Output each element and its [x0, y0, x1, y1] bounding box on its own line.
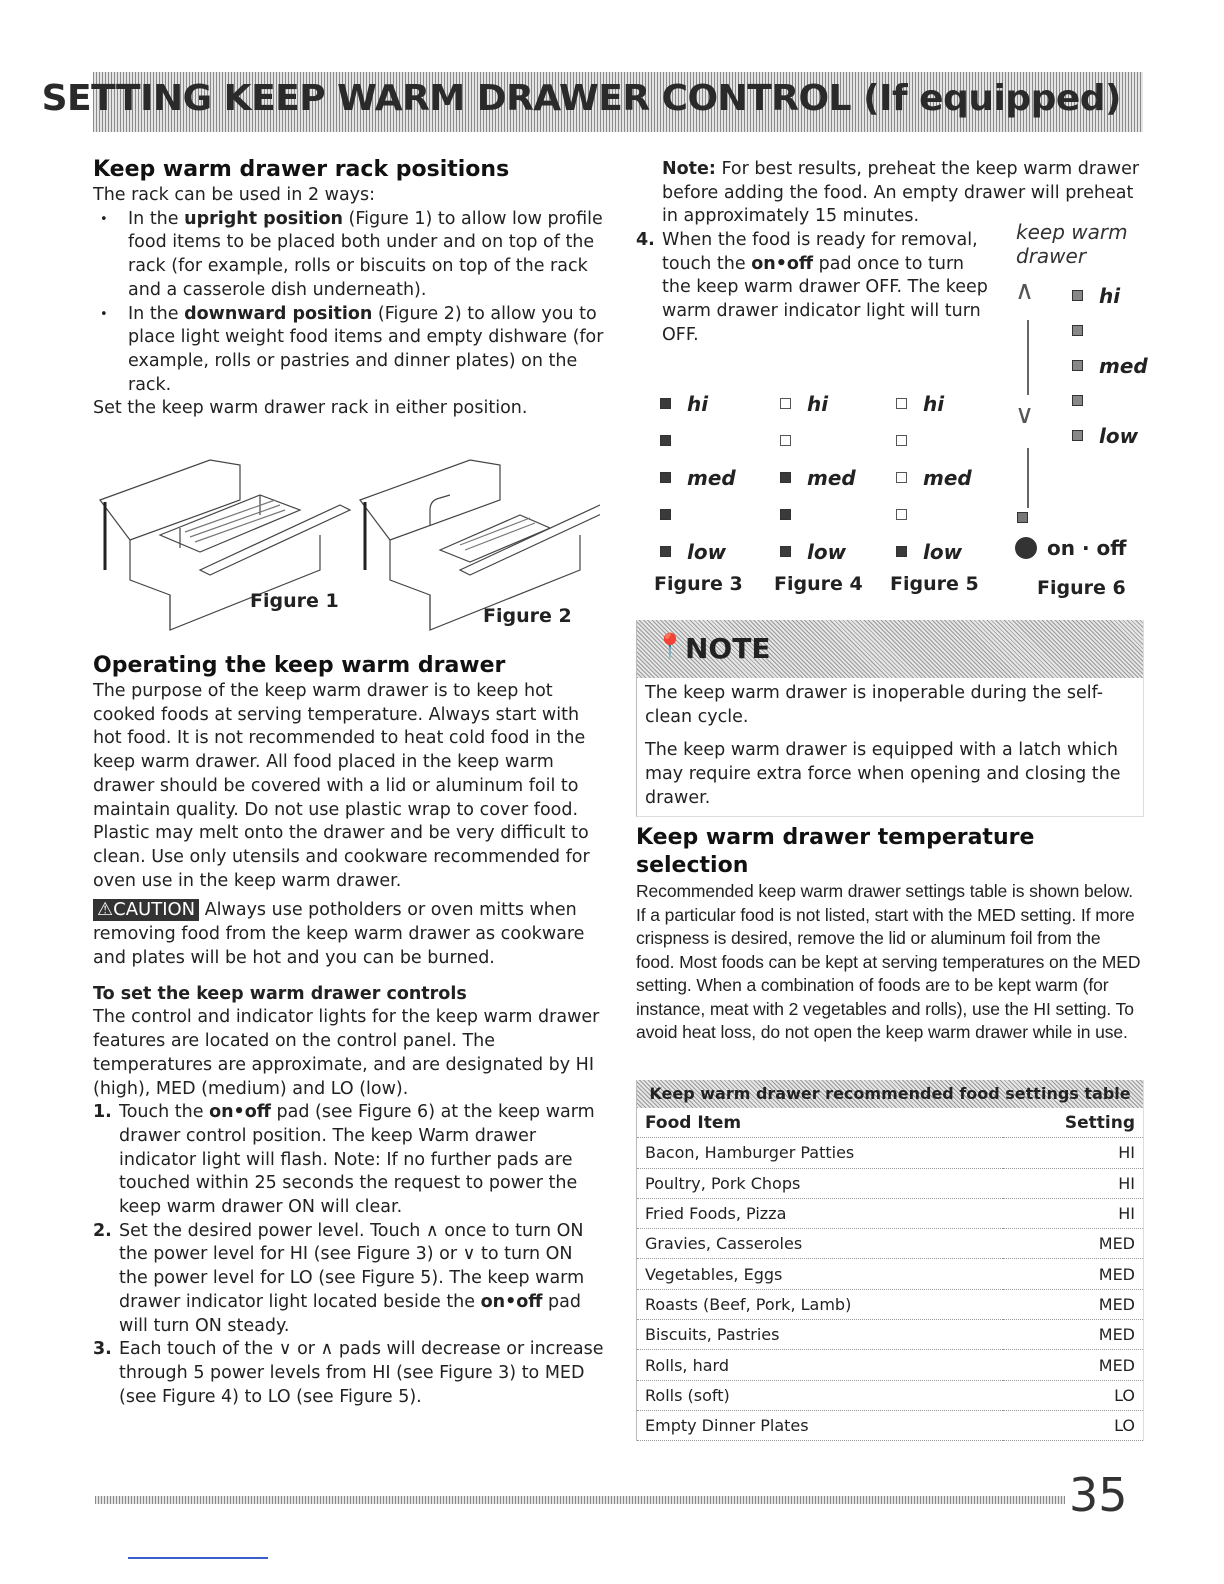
caution-text: Always use potholders or oven mitts when removing food from the keep warm drawer as cookware and plates will be hot and you can be burned. — [93, 900, 585, 968]
table-row — [637, 1289, 1143, 1319]
rack-intro: The rack can be used in 2 ways: — [93, 185, 376, 205]
divider-line — [1027, 320, 1029, 395]
food-cell: Roasts (Beef, Pork, Lamb) — [637, 1289, 1003, 1319]
table-row — [637, 1198, 1143, 1228]
step-1 — [93, 1101, 605, 1220]
level-row — [774, 385, 884, 422]
table-title: Keep warm drawer recommended food settings table — [637, 1080, 1143, 1108]
level-label: hi — [687, 391, 709, 416]
level-row — [774, 496, 884, 533]
operating-heading: Operating the keep warm drawer — [93, 653, 506, 678]
setting-cell: HI — [1003, 1198, 1143, 1228]
settings-table-wrapper — [636, 1080, 1144, 1441]
text: Set the desired power level. Touch ∧ once to turn ON the power level for HI (see Figure 3) or ∨ to turn ON the power level for LO (see Figure 5). The keep warm drawer indicator light located beside the — [119, 1220, 585, 1312]
temperature-heading: Keep warm drawer temperature selection — [636, 825, 1035, 878]
note-text-2: The keep warm drawer is equipped with a latch which may require extra force when opening and closing the drawer. — [645, 740, 1121, 808]
level-indicator — [780, 509, 791, 520]
pushpin-icon: 📍 — [655, 632, 685, 660]
level-row — [890, 459, 1000, 496]
column-header-setting: Setting — [1003, 1108, 1143, 1138]
level-label: low — [807, 539, 847, 564]
level-row — [654, 496, 764, 533]
rack-options — [93, 208, 605, 398]
table-row — [637, 1410, 1143, 1440]
step-2 — [93, 1220, 605, 1339]
on-off-label: on · off — [1047, 536, 1127, 560]
level-row — [654, 385, 764, 422]
level-indicator — [780, 435, 791, 446]
page-title: SETTING KEEP WARM DRAWER CONTROL (If equipped) — [41, 78, 1121, 119]
level-indicator — [780, 398, 791, 409]
level-row — [654, 459, 764, 496]
step-number: 3. — [93, 1339, 112, 1360]
rack-outro: Set the keep warm drawer rack in either position. — [93, 398, 528, 419]
level-indicator — [780, 546, 791, 557]
level-indicator — [780, 472, 791, 483]
figure-4 — [774, 385, 884, 595]
figure-2-label: Figure 2 — [483, 605, 572, 627]
level-row — [774, 422, 884, 459]
on-off-pad[interactable] — [1015, 536, 1126, 560]
rack-heading: Keep warm drawer rack positions — [93, 157, 510, 182]
text: (Figure 2) to allow you to place light weight food items and empty dishware (for example, rolls or pastries and dinner plates) on the rack. — [128, 303, 604, 395]
figure-6 — [1010, 220, 1150, 600]
food-cell: Biscuits, Pastries — [637, 1320, 1003, 1350]
note-title: NOTE — [685, 632, 771, 665]
rack-figures — [90, 440, 600, 640]
level-label: med — [1099, 353, 1148, 378]
figure-label: Figure 4 — [774, 573, 863, 595]
level-row — [890, 533, 1000, 570]
figure-6-label: Figure 6 — [1037, 577, 1126, 599]
table-row — [637, 1350, 1143, 1380]
level-label: med — [807, 465, 856, 490]
scan-artifact-line — [128, 1557, 268, 1559]
level-indicator — [1072, 290, 1083, 301]
up-arrow-icon: ∧ — [1015, 276, 1035, 306]
temperature-body: Recommended keep warm drawer settings table is shown below. If a particular food is not listed, start with the MED setting. If more crispness is desired, remove the lid or aluminum foil from the food. Most foods can be kept at serving temperatures on the MED setting. When a combination of foods are to be kept warm (for instance, meat with 2 vegetables and rolls), use the HI setting. To avoid heat loss, do not open the keep warm drawer while in use. — [636, 881, 1141, 1042]
level-label: hi — [807, 391, 829, 416]
steps-list — [93, 1101, 605, 1409]
figure-label: Figure 5 — [890, 573, 979, 595]
text-bold: on•off — [209, 1102, 271, 1123]
level-indicator — [896, 546, 907, 557]
food-cell: Fried Foods, Pizza — [637, 1198, 1003, 1228]
setting-cell: MED — [1003, 1289, 1143, 1319]
level-label: hi — [923, 391, 945, 416]
temperature-section — [636, 824, 1142, 1045]
level-row — [890, 385, 1000, 422]
table-row — [637, 1380, 1143, 1410]
fig6-levels — [1072, 278, 1148, 453]
figure-6-title: keep warm drawer — [1016, 220, 1128, 268]
setting-cell: MED — [1003, 1229, 1143, 1259]
note-box — [636, 620, 1144, 817]
upright-option — [128, 208, 605, 303]
text: In the — [128, 208, 185, 229]
settings-table — [637, 1108, 1143, 1441]
level-indicator — [1072, 325, 1083, 336]
text-bold: on•off — [751, 253, 814, 274]
controls-body: The control and indicator lights for the keep warm drawer features are located on the control panel. The temperatures are approximate, and are designated by HI (high), MED (medium) and LO (low). — [93, 1007, 600, 1099]
text: Each touch of the ∨ or ∧ pads will decrease or increase through 5 power levels from HI (see Figure 3) to MED (see Figure 4) to LO (see Figure 5). — [119, 1339, 604, 1407]
figure-1-label: Figure 1 — [250, 590, 339, 612]
left-column — [93, 156, 605, 421]
level-indicator — [1072, 395, 1083, 406]
level-label: med — [687, 465, 736, 490]
controls-heading: To set the keep warm drawer controls — [93, 984, 467, 1005]
figure-label: Figure 3 — [654, 573, 743, 595]
food-cell: Gravies, Casseroles — [637, 1229, 1003, 1259]
food-cell: Poultry, Pork Chops — [637, 1168, 1003, 1198]
preheat-note — [662, 158, 1142, 229]
downward-option — [128, 303, 605, 398]
level-indicator — [660, 472, 671, 483]
food-cell: Rolls (soft) — [637, 1380, 1003, 1410]
step-number: 4. — [636, 230, 655, 250]
table-row — [637, 1259, 1143, 1289]
indicator-light — [1017, 512, 1028, 523]
level-indicator — [1072, 360, 1083, 371]
level-indicator — [660, 398, 671, 409]
food-cell: Empty Dinner Plates — [637, 1410, 1003, 1440]
level-row — [654, 422, 764, 459]
level-label: low — [687, 539, 727, 564]
table-row — [637, 1229, 1143, 1259]
on-off-button-icon — [1015, 537, 1037, 559]
divider-line — [1027, 448, 1029, 508]
text: When the food is ready for removal, touch the — [662, 230, 978, 274]
text: pad (see Figure 6) at the keep warm drawer control position. The keep Warm drawer indicator light will flash. Note: If no further pads are touched within 25 seconds the request to power the keep warm drawer ON will clear. — [119, 1102, 595, 1218]
step-4 — [636, 229, 997, 348]
food-cell: Vegetables, Eggs — [637, 1259, 1003, 1289]
text-bold: on•off — [480, 1291, 543, 1312]
column-header-food: Food Item — [637, 1108, 1003, 1138]
level-row — [890, 496, 1000, 533]
level-row — [654, 533, 764, 570]
step-number: 1. — [93, 1102, 112, 1123]
level-row — [890, 422, 1000, 459]
level-row — [774, 459, 884, 496]
text: (Figure 1) to allow low profile food items to be placed both under and on top of the rack (for example, rolls or biscuits on top of the rack and a casserole dish underneath). — [128, 208, 603, 300]
food-cell: Rolls, hard — [637, 1350, 1003, 1380]
level-label: hi — [1099, 283, 1121, 308]
note-text: For best results, preheat the keep warm drawer before adding the food. An empty drawer will preheat in approximately 15 minutes. — [662, 159, 1140, 227]
level-indicator — [896, 435, 907, 446]
operating-body: The purpose of the keep warm drawer is to keep hot cooked foods at serving temperature. Always start with hot food. It is not recommended to heat cold food in the keep warm drawer. All food placed in the keep warm drawer should be covered with a lid or aluminum foil to maintain quality. Do not use plastic wrap to cover food. Plastic may melt onto the drawer and be very difficult to clean. Use only utensils and cookware recommended for oven use in the keep warm drawer. — [93, 681, 590, 891]
level-indicator — [896, 472, 907, 483]
page-number: 35 — [1065, 1468, 1132, 1522]
level-label: low — [1099, 423, 1139, 448]
text-bold: downward position — [184, 303, 373, 324]
level-indicator — [660, 509, 671, 520]
down-arrow-icon: ∨ — [1015, 400, 1035, 430]
table-header-row — [637, 1108, 1143, 1138]
setting-cell: HI — [1003, 1168, 1143, 1198]
level-indicator — [660, 435, 671, 446]
setting-cell: LO — [1003, 1380, 1143, 1410]
figure-5 — [890, 385, 1000, 595]
figure-3 — [654, 385, 764, 595]
footer-rule — [95, 1496, 1125, 1504]
note-paragraph — [662, 158, 1142, 229]
step-3 — [93, 1338, 605, 1409]
table-row — [637, 1138, 1143, 1168]
table-row — [637, 1320, 1143, 1350]
note-label: Note: — [662, 159, 716, 179]
level-indicator — [896, 398, 907, 409]
caution-badge: ⚠CAUTION — [93, 899, 199, 921]
setting-cell: MED — [1003, 1259, 1143, 1289]
section-banner — [41, 72, 1143, 132]
text: In the — [128, 303, 185, 324]
food-cell: Bacon, Hamburger Patties — [637, 1138, 1003, 1168]
text: pad will turn ON steady. — [119, 1291, 581, 1336]
caution-paragraph — [93, 899, 605, 970]
text: pad once to turn the keep warm drawer OFF. The keep warm drawer indicator light will turn OFF. — [662, 253, 988, 345]
level-indicator — [1072, 430, 1083, 441]
level-row — [774, 533, 884, 570]
note-header — [637, 620, 1143, 678]
level-label: med — [923, 465, 972, 490]
setting-cell: MED — [1003, 1350, 1143, 1380]
level-label: low — [923, 539, 963, 564]
level-indicator — [660, 546, 671, 557]
setting-cell: LO — [1003, 1410, 1143, 1440]
note-text-1: The keep warm drawer is inoperable during the self-clean cycle. — [645, 683, 1104, 727]
setting-cell: MED — [1003, 1320, 1143, 1350]
step-number: 2. — [93, 1220, 112, 1241]
table-row — [637, 1168, 1143, 1198]
setting-cell: HI — [1003, 1138, 1143, 1168]
left-column-lower — [93, 652, 605, 1409]
text: Touch the — [119, 1102, 210, 1123]
level-indicator — [896, 509, 907, 520]
text-bold: upright position — [184, 208, 343, 229]
step-4-text — [636, 229, 997, 348]
